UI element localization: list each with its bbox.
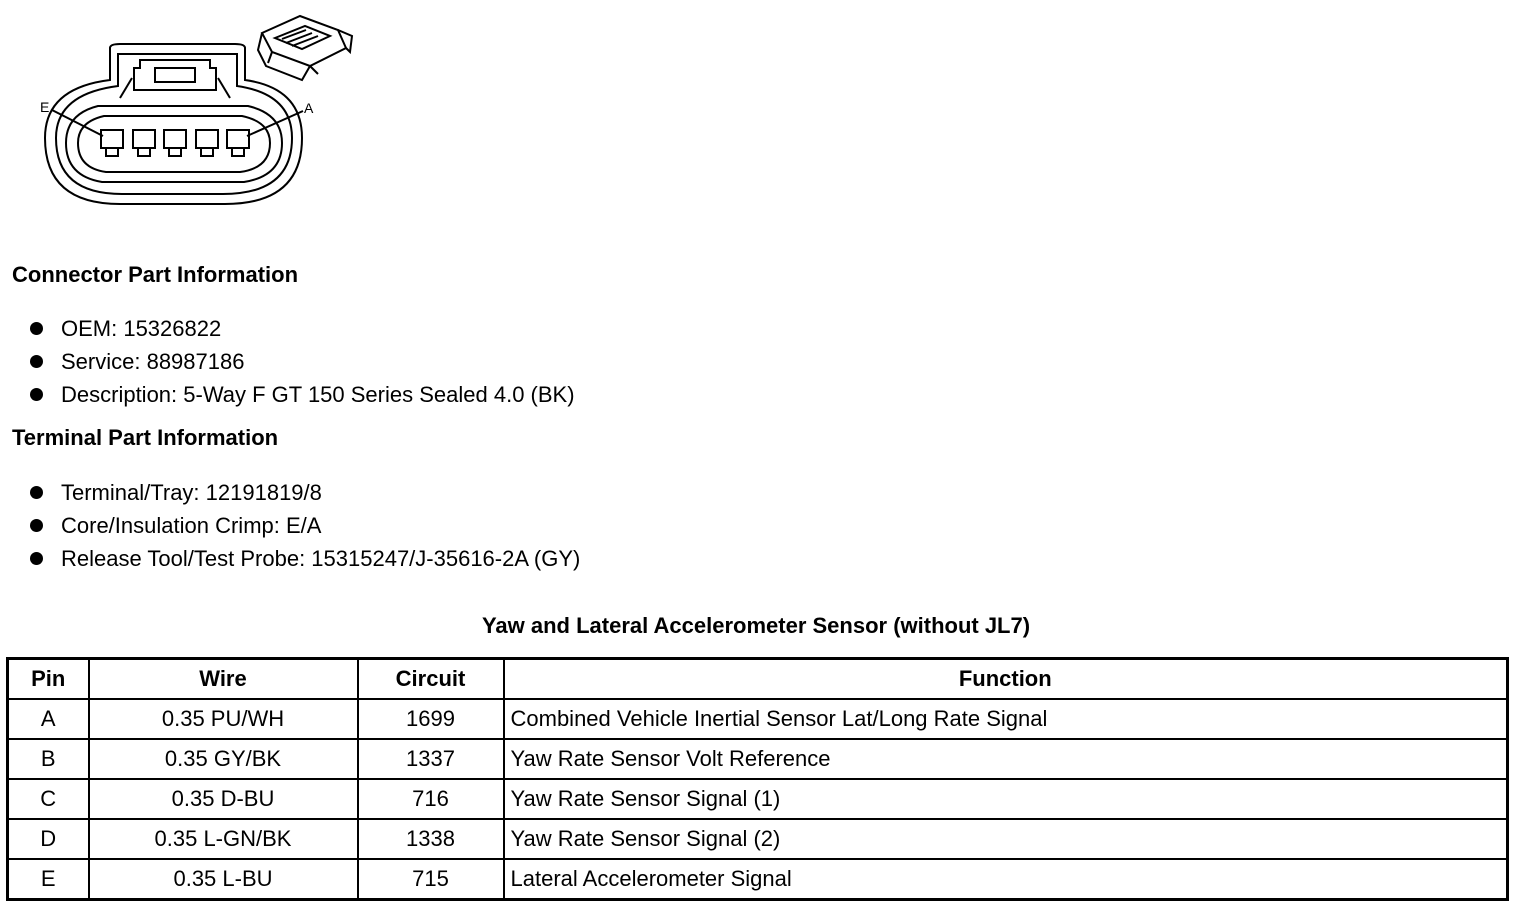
bullet-icon	[30, 486, 43, 499]
cell-wire: 0.35 L-GN/BK	[89, 819, 358, 859]
pinout-table	[6, 657, 1509, 901]
cell-circuit: 1338	[358, 819, 504, 859]
table-header-row	[8, 659, 1508, 700]
cell-pin: C	[8, 779, 89, 819]
cell-function: Lateral Accelerometer Signal	[504, 859, 1508, 900]
list-item: Release Tool/Test Probe: 15315247/J-35616-2A (GY)	[30, 542, 580, 575]
cell-wire: 0.35 L-BU	[89, 859, 358, 900]
header-circuit: Circuit	[358, 659, 504, 700]
bullet-icon	[30, 322, 43, 335]
pin-label-a: A	[304, 100, 314, 116]
bullet-icon	[30, 355, 43, 368]
list-item: Service: 88987186	[30, 345, 575, 378]
terminal-part-heading: Terminal Part Information	[12, 425, 279, 450]
list-item: Terminal/Tray: 12191819/8	[30, 476, 580, 509]
table-title: Yaw and Lateral Accelerometer Sensor (without JL7)	[481, 613, 1031, 638]
bullet-icon	[30, 519, 43, 532]
list-item: Description: 5-Way F GT 150 Series Sealed 4.0 (BK)	[30, 378, 575, 411]
cell-wire: 0.35 PU/WH	[89, 699, 358, 739]
table-row	[8, 699, 1508, 739]
table-row	[8, 859, 1508, 900]
cell-circuit: 1337	[358, 739, 504, 779]
connector-part-heading: Connector Part Information	[12, 262, 299, 287]
table-row	[8, 739, 1508, 779]
connector-diagram	[40, 8, 370, 213]
list-item: Core/Insulation Crimp: E/A	[30, 509, 580, 542]
list-item: OEM: 15326822	[30, 312, 575, 345]
cell-pin: A	[8, 699, 89, 739]
terminal-part-list	[30, 476, 580, 575]
cell-wire: 0.35 D-BU	[89, 779, 358, 819]
bullet-icon	[30, 552, 43, 565]
header-function: Function	[504, 659, 1508, 700]
cell-function: Combined Vehicle Inertial Sensor Lat/Long Rate Signal	[504, 699, 1508, 739]
cell-function: Yaw Rate Sensor Signal (2)	[504, 819, 1508, 859]
cell-circuit: 715	[358, 859, 504, 900]
pin-a-leader	[247, 111, 303, 136]
pin-label-e: E	[40, 99, 50, 115]
header-wire: Wire	[89, 659, 358, 700]
connector-terminals	[101, 130, 249, 156]
cell-pin: B	[8, 739, 89, 779]
connector-latch	[134, 60, 216, 90]
pin-e-leader	[52, 110, 103, 136]
connector-iso-icon	[258, 16, 352, 80]
cell-circuit: 716	[358, 779, 504, 819]
cell-wire: 0.35 GY/BK	[89, 739, 358, 779]
cell-pin: E	[8, 859, 89, 900]
cell-circuit: 1699	[358, 699, 504, 739]
connector-part-list	[30, 312, 575, 411]
cell-function: Yaw Rate Sensor Volt Reference	[504, 739, 1508, 779]
table-row	[8, 779, 1508, 819]
cell-function: Yaw Rate Sensor Signal (1)	[504, 779, 1508, 819]
cell-pin: D	[8, 819, 89, 859]
header-pin: Pin	[8, 659, 89, 700]
bullet-icon	[30, 388, 43, 401]
table-row	[8, 819, 1508, 859]
